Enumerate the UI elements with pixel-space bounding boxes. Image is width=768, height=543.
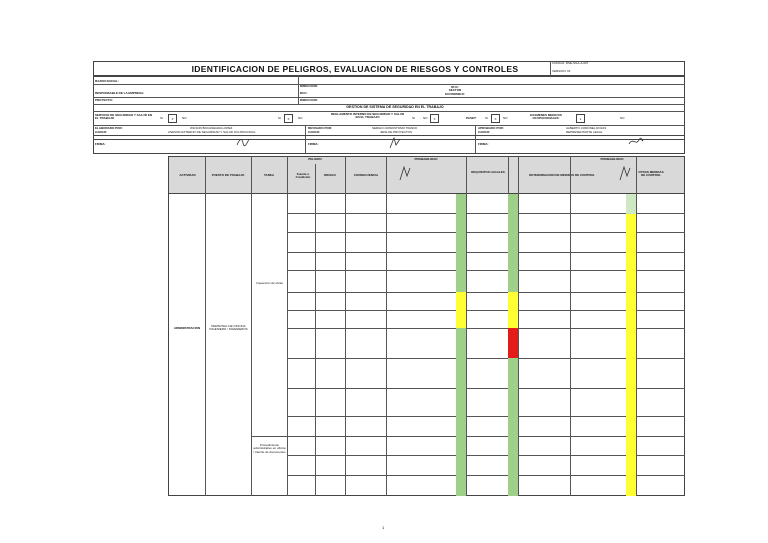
col-determinacion: DETERMINACION DE MEDIDAS DE CONTROL <box>529 173 595 177</box>
signature-3 <box>628 137 644 147</box>
tarea-cell-2: Procedimiento administrativo en oficina / trámite de documentos <box>253 443 286 454</box>
evaluation-cell <box>626 194 636 496</box>
gestion-title: GESTION DE SISTEMA DE SEGURIDAD EN EL TRABAJO <box>346 105 444 109</box>
elaborado-name: WILSON BOCANEGRA LOPEZ <box>190 126 233 130</box>
elaborado-cargo: ASESOR EXTERNO DE SEGURIDAD Y SALUD OCUPACIONAL <box>168 130 256 134</box>
actividad-cell: ADMINISTRACION <box>173 326 201 330</box>
evaluation-cell-2 <box>626 194 636 214</box>
revisado-cargo: JEFE DE PROYECTOS <box>380 130 412 134</box>
elaborado-label: ELABORADO POR: <box>95 126 123 130</box>
risk-level-cell <box>508 292 518 328</box>
col-tarea: TAREA <box>263 173 275 177</box>
col-otras: OTRAS MEDIDAS DE CONTROL <box>638 170 664 178</box>
col-fuente: Fuente o Condición <box>295 172 311 180</box>
proyecto-label: PROYECTO: <box>95 98 113 102</box>
reglamento-check[interactable]: X <box>284 114 293 123</box>
aprobado-label: APROBADO POR: <box>478 126 504 130</box>
col-probabilidad: PROBABILIDAD <box>414 157 438 161</box>
cargo-label-3: CARGO: <box>478 130 491 134</box>
paset-check[interactable]: X <box>430 114 439 123</box>
document-title: IDENTIFICACION DE PELIGROS, EVALUACION DE RIESGOS Y CONTROLES <box>191 64 519 74</box>
risk-level-cell <box>508 328 518 358</box>
col-probabilidad-2: PROBABILIDAD <box>600 157 624 161</box>
servicio-label: SERVICIO DE SEGURIDAD Y SALUD EN EL TRABAJO <box>95 113 153 121</box>
cargo-label-2: CARGO: <box>308 130 321 134</box>
firma-label-3: FIRMA: <box>478 142 489 146</box>
firma-label-1: FIRMA: <box>95 142 106 146</box>
col-peligro: PELIGRO <box>308 157 322 161</box>
servicio-check[interactable]: X <box>168 114 177 123</box>
evaluation-cell <box>456 194 466 496</box>
signature-1 <box>236 137 250 147</box>
aprobado-name: ALBERTO CORONEL ROJAS <box>566 126 607 130</box>
col-consecuencia: CONSECUENCIA <box>353 173 379 177</box>
examenes-check[interactable]: 1 <box>576 114 585 123</box>
signature-4 <box>398 164 412 182</box>
responsable-label: RESPONSABLE DE LA EMPRESA: <box>95 91 145 95</box>
signature-5 <box>618 164 632 182</box>
sector-label: RUC: SECTOR ECONOMICO: <box>445 85 465 96</box>
paset-label: PASET: <box>466 116 477 120</box>
examenes-label: EXAMENES MEDICOS OCUPACIONALES: <box>530 113 562 121</box>
document-version: VERSION: 01 <box>552 69 571 73</box>
col-riesgo: RIESGO <box>324 173 336 177</box>
cargo-label-1: CARGO: <box>95 130 108 134</box>
razon-social-label: RAZON SOCIAL: <box>95 79 119 83</box>
revisado-label: REVISADO POR: <box>308 126 333 130</box>
tarea-cell-1: Inspección de obras <box>256 281 283 285</box>
aprobado-cargo: REPRESENTANTE LEGAL <box>566 130 603 134</box>
puesto-cell: PERSONAL DE OFICINA INGENIERO / INGENIEROS <box>209 324 248 332</box>
direccion2-label: DIRECCION: <box>300 98 318 102</box>
signature-2 <box>388 136 402 150</box>
ruc-label: RUC: <box>300 91 308 95</box>
paset-x[interactable]: X <box>491 114 500 123</box>
revisado-name: SERGIO CRISOSTOMO TIRADO <box>372 126 418 130</box>
col-puesto: PUESTO DE TRABAJO <box>211 173 245 177</box>
firma-label-2: FIRMA: <box>308 142 319 146</box>
document-code: CODIGO: RSE-SGA-A-007 <box>552 61 589 65</box>
col-requisitos: REQUISITOS LEGALES <box>471 170 505 174</box>
page-number: 1 <box>382 525 385 530</box>
reglamento-label: REGLAMENTO INTERNO DE SEGURIDAD Y SALUD EN EL TRABAJO <box>330 112 405 120</box>
evaluation-cell <box>456 292 466 328</box>
direccion-label: DIRECCION: <box>300 84 318 88</box>
col-actividad: ACTIVIDAD <box>179 173 196 177</box>
